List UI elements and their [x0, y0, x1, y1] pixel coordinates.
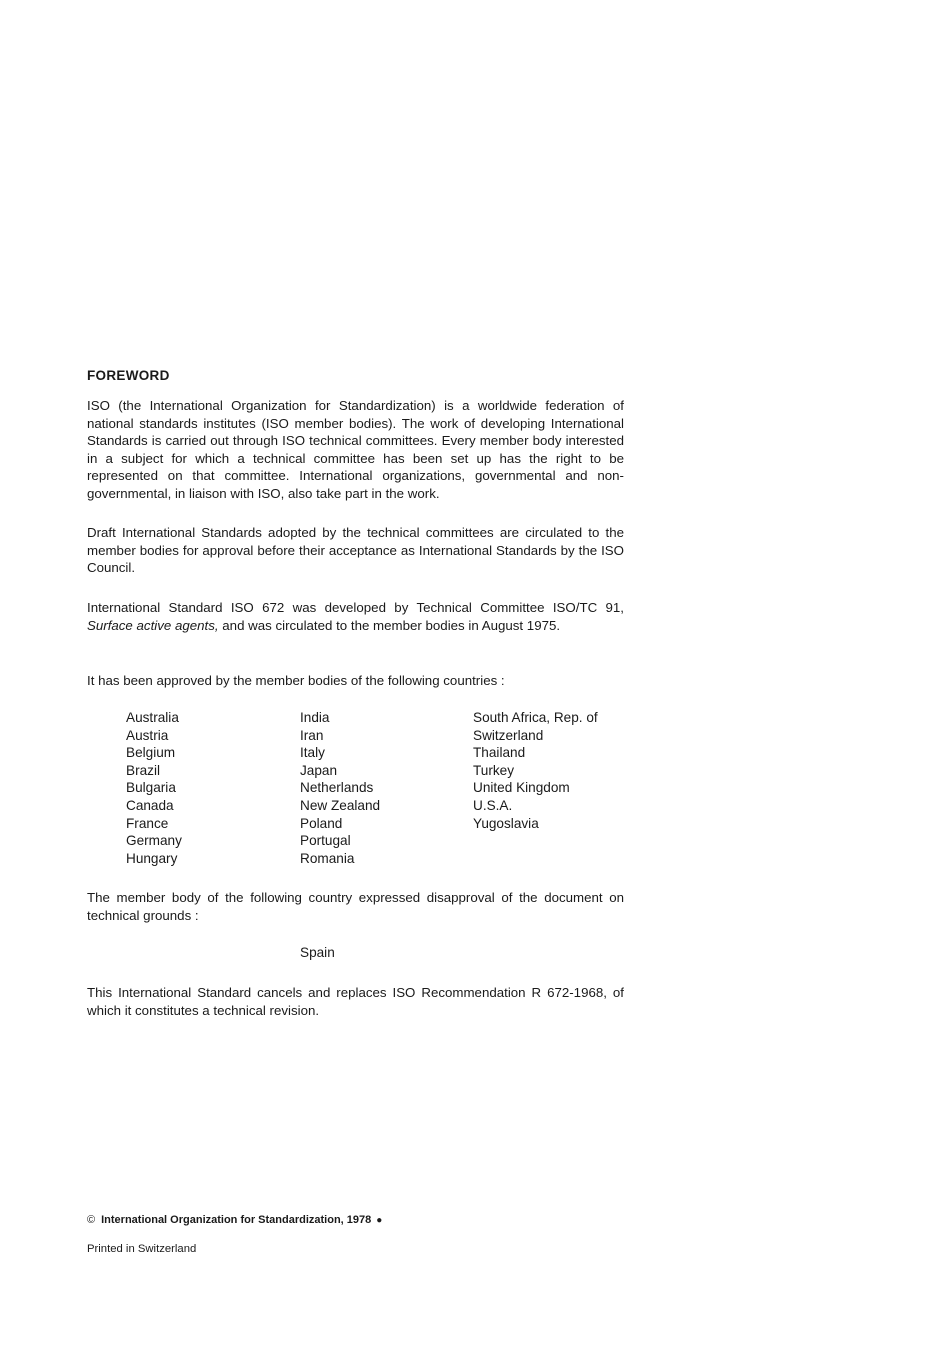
foreword-paragraph-draft-standards: Draft International Standards adopted by the technical committees are circulated to the member bodies for approval before their acceptance as International Standards by the ISO Council. — [87, 525, 624, 576]
country-item: Portugal — [300, 833, 351, 849]
bullet-icon: ● — [376, 1215, 383, 1226]
country-item: Austria — [126, 727, 169, 743]
country-item: India — [300, 710, 330, 725]
country-item: New Zealand — [300, 797, 381, 813]
copyright-text: International Organization for Standardization, 1978 — [101, 1214, 372, 1226]
country-item: Bulgaria — [126, 780, 176, 796]
copyright-icon: © — [87, 1214, 96, 1226]
printed-location: Printed in Switzerland — [87, 1243, 197, 1255]
country-item: United Kingdom — [473, 780, 570, 796]
development-text-start: International Standard ISO 672 was developed by Technical Committee ISO/TC 91, — [87, 600, 624, 615]
country-item: Poland — [300, 815, 343, 831]
countries-column-3 — [473, 709, 598, 832]
foreword-paragraph-approval: It has been approved by the member bodies of the following countries : — [87, 673, 505, 688]
country-item: Germany — [126, 833, 182, 849]
country-item: Australia — [126, 710, 179, 725]
country-item: Switzerland — [473, 727, 544, 743]
country-item: Japan — [300, 762, 338, 778]
country-item: Netherlands — [300, 780, 374, 796]
countries-column-1 — [126, 709, 182, 867]
countries-column-2 — [300, 709, 380, 867]
copyright-line — [87, 1214, 382, 1226]
disapproving-country: Spain — [300, 945, 335, 960]
country-item: Thailand — [473, 745, 526, 761]
country-item: Turkey — [473, 762, 515, 778]
country-item: Canada — [126, 797, 174, 813]
country-item: U.S.A. — [473, 797, 513, 813]
country-item: Romania — [300, 850, 355, 866]
country-item: Yugoslavia — [473, 815, 539, 831]
country-item: South Africa, Rep. of — [473, 710, 598, 725]
foreword-paragraph-replacement: This International Standard cancels and replaces ISO Recommendation R 672-1968, of which it constitutes a technical revision. — [87, 985, 624, 1018]
country-item: France — [126, 815, 169, 831]
country-item: Italy — [300, 745, 325, 761]
country-item: Hungary — [126, 850, 178, 866]
country-item: Iran — [300, 727, 324, 743]
development-text-end: and was circulated to the member bodies in August 1975. — [218, 617, 561, 633]
foreword-heading: FOREWORD — [87, 368, 170, 383]
foreword-paragraph-iso-description: ISO (the International Organization for Standardization) is a worldwide federation of national standards institutes (ISO member bodies). The work of developing International Standards is carried out through ISO technical committees. Every member body interested in a subject for which a technical committee has been set up has the right to be represented on that committee. International organizations, governmental and non-governmental, in liaison with ISO, also take part in the work. — [87, 398, 624, 501]
committee-title: Surface active agents, — [87, 617, 219, 633]
country-item: Belgium — [126, 745, 176, 761]
foreword-paragraph-disapproval: The member body of the following country expressed disapproval of the document on technical grounds : — [87, 890, 624, 923]
country-item: Brazil — [126, 762, 160, 778]
foreword-paragraph-development — [87, 599, 624, 634]
